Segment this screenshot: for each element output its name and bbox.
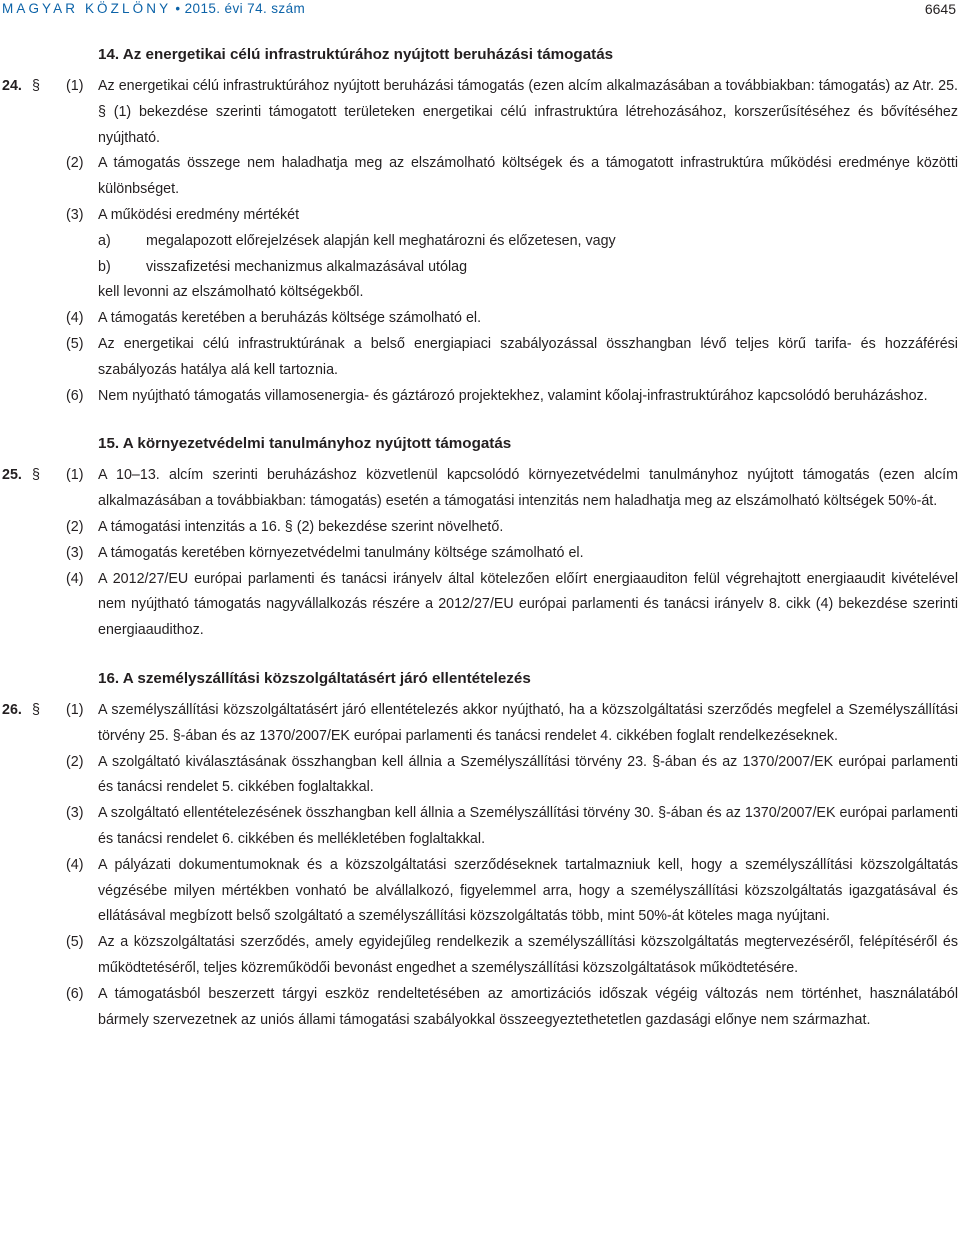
item-letter: b) [98,258,111,275]
paragraph [0,463,958,515]
paragraph [0,541,958,567]
paragraph-number: (4) [66,310,84,327]
paragraph-text: A 2012/27/EU európai parlamenti és tanácsi irányelv által kötelezően előírt energiaauditon felül végrehajtott energiaaudit kivételével nem nyújtható támogatás nagyvállalkozás részére a 2012/27/EU európai parlamenti és tanácsi irányelv 8. cikk (4) bekezdése szerinti energiaaudithoz. [98,570,958,639]
paragraph-text: Az energetikai célú infrastruktúrának a belső energiapiaci szabályozással összhangban lévő teljes körű tarifa- és hozzáférési szabályozás hatálya alá kell tartoznia. [98,335,958,378]
section-title-16: 16. A személyszállítási közszolgáltatásért járó ellentételezés [98,669,531,687]
paragraph-number: (6) [66,985,84,1002]
paragraph-number: (3) [66,206,84,223]
paragraph-text: A pályázati dokumentumoknak és a közszolgáltatási szerződéseknek tartalmazniuk kell, hogy a személyszállítási közszolgáltatás végzésébe milyen mértékben vonható be alvállalkozó, figyelemmel arra, hogy a személyszállítási közszolgáltatás igazgatásával és ellátásával megbízott belső szolgáltató a személyszállítási közszolgáltatás több, mint 50%-át köteles maga nyújtani. [98,856,958,925]
article-24 [0,74,958,409]
paragraph-number: (6) [66,387,84,404]
paragraph-number: (2) [66,753,84,770]
paragraph [0,515,958,541]
paragraph-text: A támogatásból beszerzett tárgyi eszköz rendeltetésében az amortizációs időszak végéig változás nem történhet, használatából bármely szervezetnek az uniós állami támogatási szabályokkal összeegyeztethetetlen gazdasági előnye nem származhat. [98,985,958,1028]
paragraph-number: (3) [66,544,84,561]
journal-running-head [2,1,305,16]
paragraph-text: A szolgáltató ellentételezésének összhangban kell állnia a Személyszállítási törvény 30. §-ában és az 1370/2007/EK európai parlamenti és tanácsi rendelet 6. cikkében és mellékletében foglaltakkal. [98,805,958,847]
item-text: megalapozott előrejelzések alapján kell meghatározni és előzetesen, vagy [146,232,616,249]
paragraph [0,74,958,151]
paragraph-number: (1) [66,467,84,484]
paragraph-text: A támogatás keretében környezetvédelmi tanulmány költsége számolható el. [98,544,584,561]
paragraph-number: (2) [66,155,84,172]
document-body [0,42,958,1033]
paragraph [0,567,958,644]
paragraph [0,750,958,802]
paragraph-sign: § [32,467,40,484]
paragraph [0,801,958,853]
paragraph-number: (4) [66,570,84,587]
paragraph [0,384,958,410]
article-number: 24. [2,78,22,94]
page-number: 6645 [924,1,956,17]
paragraph [0,332,958,384]
paragraph [0,306,958,332]
paragraph-number: (2) [66,518,84,535]
paragraph-number: (1) [66,78,84,94]
paragraph [0,698,958,750]
paragraph [0,930,958,982]
paragraph-number: (4) [66,856,84,873]
paragraph-number: (5) [66,335,84,352]
paragraph [0,151,958,203]
paragraph-text: A támogatás összege nem haladhatja meg az elszámolható költségek és a támogatott infrastruktúra működési eredménye közötti különbséget. [98,155,958,198]
paragraph-text: A személyszállítási közszolgáltatásért járó ellentételezés akkor nyújtható, ha a közszolgáltatási szerződés megfelel a Személyszállítási törvény 25. §-ában és az 1370/2007/EK európai parlamenti és tanácsi rendelet 4. cikkében foglalt rendelkezéseknek. [98,701,958,744]
paragraph [0,982,958,1034]
article-26 [0,698,958,1033]
paragraph [0,203,958,229]
issue-label: 2015. évi 74. szám [184,1,306,16]
paragraph-text: A 10–13. alcím szerinti beruházáshoz közvetlenül kapcsolódó környezetvédelmi tanulmányhoz nyújtott támogatás (ezen alcím alkalmazásában a továbbiakban: támogatás) esetén a támogatási intenzitás nem haladhatja meg az elszámolható költségek 50%-át. [98,467,958,510]
list-item [0,229,958,255]
article-number: 26. [2,701,22,718]
paragraph-tail: kell levonni az elszámolható költségekből. [98,284,364,301]
paragraph-text: Az energetikai célú infrastruktúrához nyújtott beruházási támogatás (ezen alcím alkalmazásában a továbbiakban: támogatás) az Atr. 25. § (1) bekezdése szerinti támogatott területeken energetikai célú infrastruktúra létrehozásához, korszerűsítéséhez és bővítéséhez nyújtható. [98,78,958,146]
article-number: 25. [2,467,22,484]
paragraph-number: (3) [66,805,84,822]
item-text: visszafizetési mechanizmus alkalmazásával utólag [146,258,468,275]
separator-bullet: • [175,1,181,16]
paragraph-text: A támogatás keretében a beruházás költsége számolható el. [98,310,482,327]
paragraph-text: A támogatási intenzitás a 16. § (2) bekezdése szerint növelhető. [98,518,504,535]
paragraph-text: Nem nyújtható támogatás villamosenergia- és gáztározó projektekhez, valamint kőolaj-infrastruktúrához kapcsolódó beruházáshoz. [98,387,928,404]
paragraph-number: (5) [66,934,84,951]
journal-name: MAGYAR KÖZLÖNY [2,1,172,16]
article-25 [0,463,958,644]
section-title-15: 15. A környezetvédelmi tanulmányhoz nyújtott támogatás [98,435,512,453]
paragraph-sign: § [32,78,40,94]
item-letter: a) [98,232,111,249]
paragraph-text: A szolgáltató kiválasztásának összhangban kell állnia a Személyszállítási törvény 23. §-ában és az 1370/2007/EK európai parlamenti és tanácsi rendelet 5. cikkében foglaltakkal. [98,753,958,796]
page-header [0,0,960,20]
paragraph-text: A működési eredmény mértékét [98,206,300,223]
paragraph-number: (1) [66,701,84,718]
list-item [0,255,958,281]
paragraph-text: Az a közszolgáltatási szerződés, amely egyidejűleg rendelkezik a személyszállítási közszolgáltatás megtervezéséről, felépítéséről és működtetéséről, teljes közreműködői bevonást engedhet a személyszállítási közszolgáltatások működtetésére. [98,934,958,976]
paragraph-sign: § [32,701,40,718]
section-title-14: 14. Az energetikai célú infrastruktúrához nyújtott beruházási támogatás [98,46,614,63]
paragraph [0,853,958,930]
